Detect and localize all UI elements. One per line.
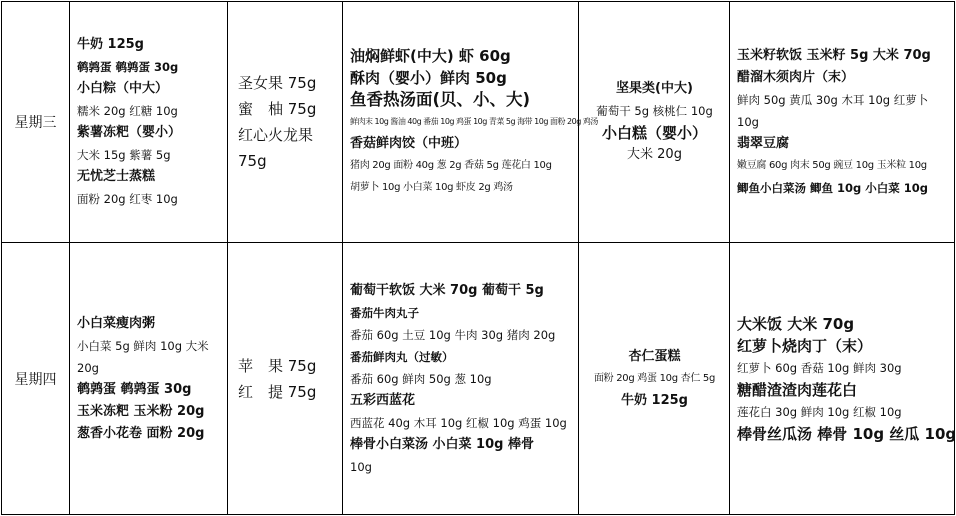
menu-line: 醋溜木须肉片（末） [737,70,855,85]
lunch-cell [343,2,598,243]
menu-line: 番茄鲜肉丸（过敏） [350,349,454,364]
menu-line: 杏仁蛋糕 [628,348,681,364]
menu-line: 五彩西蓝花 [350,392,416,408]
menu-line: 小白糕（婴小） [601,124,707,142]
menu-line: 香菇鲜肉饺（中班） [350,136,468,151]
menu-line: 小白菜 5g 鲜肉 10g 大米 [77,338,209,353]
menu-line: 猪肉 20g 面粉 40g 葱 2g 香菇 5g 莲花白 10g [350,160,552,171]
menu-line: 鲫鱼小白菜汤 鲫鱼 10g 小白菜 10g [737,181,928,195]
menu-line: 葱香小花卷 面粉 20g [77,425,205,441]
fruit-line: 苹 果 75g [238,356,317,375]
snack-cell [579,243,730,515]
breakfast-cell [70,2,228,243]
menu-line: 小白粽（中大） [77,81,169,96]
fruit-cell [228,243,343,515]
day-label: 星期四 [2,243,70,515]
menu-line: 牛奶 125g [77,37,144,52]
dinner-cell [730,2,955,243]
menu-line: 红萝卜 60g 香菇 10g 鲜肉 30g [737,360,902,375]
menu-line: 胡萝卜 10g 小白菜 10g 虾皮 2g 鸡汤 [350,182,513,193]
menu-line: 鹌鹑蛋 鹌鹑蛋 30g [77,60,179,74]
breakfast-cell [70,243,228,515]
menu-line: 鱼香热汤面(贝、小、大) [350,90,531,109]
menu-line: 牛奶 125g [621,392,688,408]
menu-line: 棒骨小白菜汤 小白菜 10g 棒骨 [350,436,534,452]
fruit-cell [228,2,343,243]
menu-line: 小白菜瘦肉粥 [77,315,156,331]
row-thursday [2,243,955,515]
fruit-line: 圣女果 75g [238,74,317,92]
menu-line: 酥肉（婴小）鲜肉 50g [350,69,507,87]
menu-line: 玉米籽软饭 玉米籽 5g 大米 70g [737,48,931,63]
menu-line: 红萝卜烧肉丁（末） [737,336,873,355]
snack-cell [579,2,730,243]
menu-line: 面粉 20g 红枣 10g [77,192,178,206]
menu-line: 坚果类(中大) [616,81,693,96]
menu-line: 大米 15g 紫薯 5g [77,148,171,162]
menu-line: 番茄 60g 土豆 10g 牛肉 30g 猪肉 20g [350,327,556,342]
fruit-line: 蜜 柚 75g [238,100,317,118]
menu-line: 鲜肉 50g 黄瓜 30g 木耳 10g 红萝卜 [737,93,929,107]
menu-line: 20g [77,360,99,375]
menu-line: 棒骨丝瓜汤 棒骨 10g 丝瓜 10g [737,424,956,443]
menu-line: 鹌鹑蛋 鹌鹑蛋 30g [77,381,192,397]
menu-line: 葡萄干 5g 核桃仁 10g [596,104,713,118]
menu-line: 10g [737,115,759,129]
menu-line: 翡翠豆腐 [737,136,790,151]
menu-line: 玉米冻粑 玉米粉 20g [77,403,205,419]
row-wednesday [2,2,955,243]
menu-line: 无忧芝士蒸糕 [77,169,156,184]
menu-line: 糖醋渣渣肉莲花白 [737,380,858,399]
menu-line: 番茄 60g 鲜肉 50g 葱 10g [350,371,492,386]
fruit-line: 红心火龙果 [238,126,314,144]
menu-line: 嫩豆腐 60g 肉末 50g 豌豆 10g 玉米粒 10g [737,160,927,171]
fruit-line: 红 提 75g [238,382,317,401]
menu-line: 紫薯冻粑（婴小） [77,125,182,140]
menu-line: 莲花白 30g 鲜肉 10g 红椒 10g [737,404,902,419]
menu-line: 面粉 20g 鸡蛋 10g 杏仁 5g [593,372,716,384]
menu-line: 番茄牛肉丸子 [350,305,419,320]
weekly-menu-table [1,1,955,515]
menu-line: 糯米 20g 红糖 10g [77,104,178,118]
lunch-cell [343,243,579,515]
menu-line: 大米 20g [627,147,682,162]
menu-line: 葡萄干软饭 大米 70g 葡萄干 5g [350,282,544,298]
dinner-cell [730,243,955,515]
menu-line: 10g [350,459,372,474]
day-label: 星期三 [2,2,70,243]
menu-line: 鲜肉末 10g 酱油 40g 番茄 10g 鸡蛋 10g 青菜 5g 海带 10g 面粉 20g 鸡汤 [350,117,598,126]
menu-line: 油焖鲜虾(中大) 虾 60g [350,47,511,65]
menu-line: 大米饭 大米 70g [737,314,855,333]
fruit-line: 75g [238,152,267,170]
menu-line: 西蓝花 40g 木耳 10g 红椒 10g 鸡蛋 10g [350,415,567,430]
